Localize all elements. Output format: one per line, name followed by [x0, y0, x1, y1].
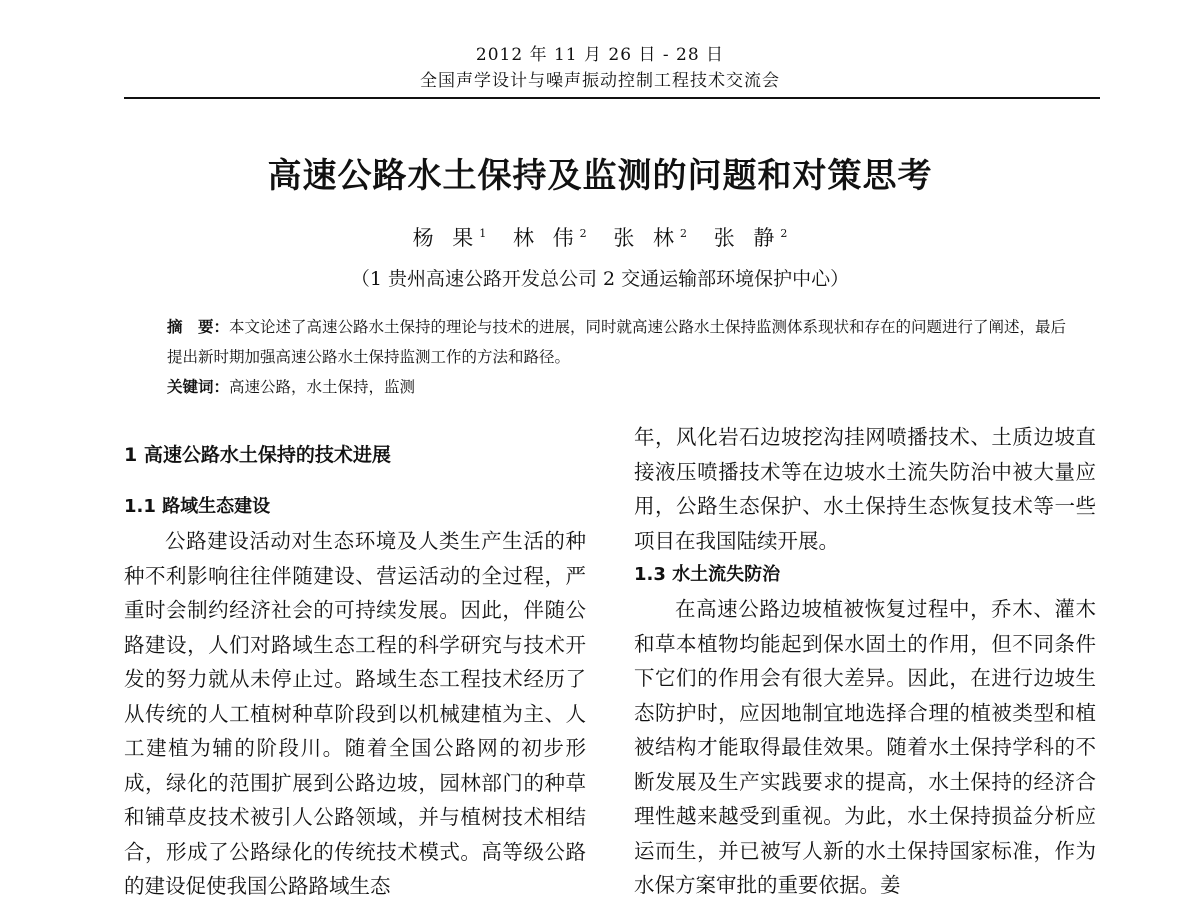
body-paragraph: 在高速公路边坡植被恢复过程中，乔木、灌木和草本植物均能起到保水固土的作用，但不同条件下它们的作用会有很大差异。因此，在进行边坡生态防护时，应因地制宜地选择合理的植被类型和植被结构才能取得最佳效果。随着水土保持学科的不断发展及生产实践要求的提高，水土保持的经济合理性越来越受到重视。为此，水土保持损益分析应运而生，并已被写人新的水土保持国家标准，作为水保方案审批的重要依据。姜 — [634, 597, 1096, 897]
author: 张 静$^2$ — [713, 226, 788, 250]
section-1-heading: 1 高速公路水土保持的技术进展 — [124, 444, 391, 466]
author-list — [0, 222, 1200, 252]
author: 杨 果$^1$ — [412, 226, 487, 250]
section-1-3-heading: 1.3 水土流失防治 — [634, 564, 781, 585]
keywords — [167, 375, 1067, 397]
running-header-conference: 全国声学设计与噪声振动控制工程技术交流会 — [420, 71, 780, 91]
keywords-text: 高速公路，水土保持，监测 — [229, 378, 416, 396]
abstract — [167, 312, 1067, 372]
author: 林 伟$^2$ — [512, 226, 587, 250]
left-column — [124, 420, 586, 904]
paper-title: 高速公路水土保持及监测的问题和对策思考 — [267, 156, 933, 196]
section-1-1-heading: 1.1 路域生态建设 — [124, 496, 271, 517]
body-paragraph: 公路建设活动对生态环境及人类生产生活的种种不利影响往往伴随建设、营运活动的全过程，严重时会制约经济社会的可持续发展。因此，伴随公路建设，人们对路域生态工程的科学研究与技术开发的努力就从未停止过。路域生态工程技术经历了从传统的人工植树种草阶段到以机械建植为主、人工建植为辅的阶段川。随着全国公路网的初步形成，绿化的范围扩展到公路边坡，园林部门的种草和铺草皮技术被引人公路领域，并与植树技术相结合，形成了公路绿化的传统技术模式。高等级公路的建设促使我国公路路域生态 — [124, 529, 586, 898]
header-divider — [124, 97, 1100, 99]
running-header-date: 2012 年 11 月 26 日 - 28 日 — [475, 45, 725, 65]
affiliations: （1 贵州高速公路开发总公司 2 交通运输部环境保护中心） — [350, 268, 850, 290]
author: 张 林$^2$ — [613, 226, 688, 250]
body-paragraph-continued: 年，风化岩石边坡挖沟挂网喷播技术、土质边坡直接液压喷播技术等在边坡水土流失防治中被大量应用，公路生态保护、水土保持生态恢复技术等一些项目在我国陆续开展。 — [634, 425, 1096, 553]
keywords-label: 关键词： — [167, 378, 230, 396]
right-column — [634, 420, 1096, 903]
abstract-label: 摘 要： — [167, 318, 230, 336]
abstract-text: 本文论述了高速公路水土保持的理论与技术的进展，同时就高速公路水土保持监测体系现状和存在的问题进行了阐述，最后提出新时期加强高速公路水土保持监测工作的方法和路径。 — [167, 318, 1067, 366]
